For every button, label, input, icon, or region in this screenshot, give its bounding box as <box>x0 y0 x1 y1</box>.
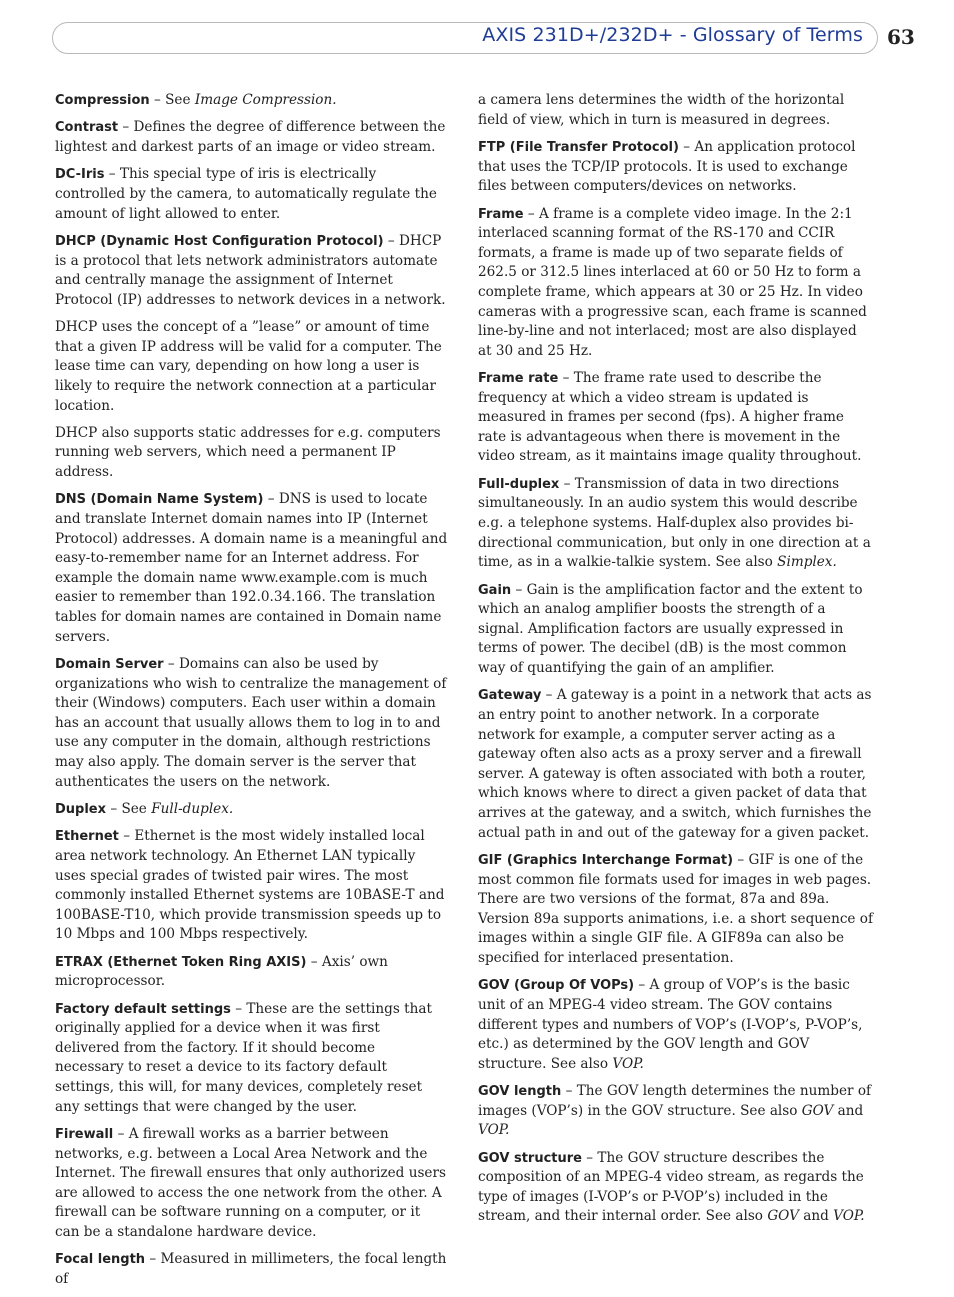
definition-text: – A firewall works as a barrier between networks, e.g. between a Local Area Network and the Internet. The firewall ensures that only authorized users are allowed to access the one network from the other. A firewall can be software running on a computer, or it can be a standalone hardware device. <box>55 1126 446 1241</box>
definition-text: – Axis’ own microprocessor. <box>55 953 388 990</box>
definition-text: DHCP uses the concept of a ”lease” or amount of time that a given IP address will be valid for a computer. The lease time can vary, depending on how long a user is likely to require the network connection at a particular location. <box>55 319 442 414</box>
definition-text: – Defines the degree of difference between the lightest and darkest parts of an image or video stream. <box>55 119 446 155</box>
glossary-entry <box>55 953 448 992</box>
glossary-entry <box>55 91 448 111</box>
glossary-term: DNS (Domain Name System) <box>55 492 264 508</box>
glossary-entry <box>55 165 448 224</box>
page-title: AXIS 231D+/232D+ - Glossary of Terms <box>482 24 863 46</box>
cross-reference: VOP. <box>612 1055 644 1072</box>
glossary-entry <box>478 1082 873 1141</box>
glossary-term: GOV structure <box>478 1150 582 1166</box>
definition-text: – DHCP is a protocol that lets network administrators automate and centrally manage the assignment of Internet Protocol (IP) addresses to network devices in a network. <box>55 232 446 308</box>
glossary-entry <box>478 686 873 843</box>
definition-text: – An application protocol that uses the TCP/IP protocols. It is used to exchange files between computers/devices on networks. <box>478 138 856 195</box>
glossary-term: DHCP (Dynamic Host Configuration Protocol) <box>55 233 384 249</box>
glossary-term: GOV (Group Of VOPs) <box>478 978 635 994</box>
glossary-term: GOV length <box>478 1084 562 1100</box>
definition-text: – A frame is a complete video image. In the 2:1 interlaced scanning format of the RS-170 and CCIR formats, a frame is made up of two separate fields of 262.5 or 312.5 lines interlaced at 60 or 50 Hz to form a complete frame, which appears at 30 or 25 Hz. In video cameras with a progressive scan, each frame is scanned line-by-line and not interlaced; most are also displayed at 30 and 25 Hz. <box>478 205 867 359</box>
glossary-term: Firewall <box>55 1127 114 1143</box>
glossary-term: Compression <box>55 93 150 108</box>
glossary-entry <box>478 369 873 467</box>
glossary-entry <box>478 91 873 130</box>
definition-text: – The GOV length determines the number of images (VOP’s) in the GOV structure. See also <box>478 1083 872 1119</box>
definition-text: – Ethernet is the most widely installed local area network technology. An Ethernet LAN typically uses special grades of twisted pair wires. The most commonly installed Ethernet systems are 10BASE-T and 100BASE-T10, which provide transmission speeds up to 10 Mbps and 100 Mbps respectively. <box>55 828 445 943</box>
glossary-right-column <box>478 91 873 1235</box>
glossary-term: Ethernet <box>55 829 119 845</box>
glossary-entry <box>55 1250 448 1289</box>
glossary-entry <box>478 138 873 197</box>
definition-text: – Transmission of data in two directions simultaneously. In an audio system this would describe e.g. a telephone systems. Half-duplex also provides bi-directional communication, but only in one direction at a time, as in a walkie-talkie system. See also <box>478 475 871 571</box>
glossary-term: Contrast <box>55 120 119 136</box>
definition-text: – GIF is one of the most common file formats used for images in web pages. There are two versions of the format, 87a and 89a. Version 89a supports animations, i.e. a short sequence of images within a single GIF file. A GIF89a can also be specified for interlaced presentation. <box>478 851 874 966</box>
cross-reference: Full-duplex. <box>151 800 234 817</box>
definition-text: – Gain is the amplification factor and the extent to which an analog amplifier boosts the strength of a signal. Amplification factors are usually expressed in terms of power. The decibel (dB) is the most common way of quantifying the gain of an amplifier. <box>478 581 863 677</box>
glossary-entry <box>478 475 873 573</box>
definition-text: DHCP also supports static addresses for e.g. computers running web servers, which need a permanent IP address. <box>55 424 441 481</box>
cross-reference: VOP. <box>478 1122 510 1139</box>
glossary-term: Factory default settings <box>55 1001 231 1017</box>
definition-text: a camera lens determines the width of the horizontal field of view, which in turn is measured in degrees. <box>478 92 845 128</box>
glossary-entry <box>55 800 448 820</box>
glossary-term: Full-duplex <box>478 476 560 492</box>
glossary-term: GIF (Graphics Interchange Format) <box>478 852 734 868</box>
cross-reference: Image Compression. <box>194 92 337 108</box>
glossary-term: Duplex <box>55 801 107 817</box>
definition-text: – Domains can also be used by organizations who wish to centralize the management of their (Windows) computers. Each user within a domain has an account that usually allows them to log in to and use any computer in the domain, although restrictions may also apply. The domain server is the server that authenticates the users on the network. <box>55 656 447 790</box>
definition-text: – The frame rate used to describe the frequency at which a video stream is updated is measured in frames per second (fps). A higher frame rate is advantageous when there is movement in the video stream, as it maintains image quality throughout. <box>478 370 862 465</box>
definition-text: – This special type of iris is electrically controlled by the camera, to automatically regulate the amount of light allowed to enter. <box>55 166 437 222</box>
glossary-entry <box>55 1125 448 1243</box>
definition-text: and <box>833 1102 864 1119</box>
glossary-entry <box>478 1149 873 1227</box>
cross-reference: VOP. <box>833 1208 865 1225</box>
glossary-term: FTP (File Transfer Protocol) <box>478 139 679 155</box>
definition-text: – A gateway is a point in a network that acts as an entry point to another network. In a corporate network for example, a computer server acting as a gateway often also acts as a proxy server and a firewall server. A gateway is often associated with both a router, which knows where to direct a given packet of data that arrives at the gateway, and a switch, which furnishes the actual path in and out of the gateway for a given packet. <box>478 687 872 841</box>
glossary-term: Frame <box>478 206 524 222</box>
glossary-entry <box>55 232 448 310</box>
glossary-entry <box>478 581 873 679</box>
glossary-entry <box>55 827 448 945</box>
definition-text: – These are the settings that originally applied for a device when it was first delivered from the factory. If it should become necessary to reset a device to its factory default settings, this will, for many devices, completely reset any settings that were changed by the user. <box>55 1000 432 1115</box>
definition-text: and <box>798 1208 834 1225</box>
definition-text: – See <box>149 92 195 108</box>
definition-text: – A group of VOP’s is the basic unit of an MPEG-4 video stream. The GOV contains different types and numbers of VOP’s (I-VOP’s, P-VOP’s, etc.) as determined by the GOV length and GOV structure. See also <box>478 977 863 1072</box>
definition-text: – DNS is used to locate and translate Internet domain names into IP (Internet Protocol) addresses. A domain name is a meaningful and easy-to-remember name for an Internet address. For example the domain name www.example.com is much easier to remember than 192.0.34.166. The translation tables for domain names are contained in Domain name servers. <box>55 491 448 645</box>
glossary-term: Gain <box>478 582 512 598</box>
cross-reference: Simplex. <box>777 554 837 571</box>
cross-reference: GOV <box>801 1102 834 1119</box>
glossary-term: DC-Iris <box>55 167 105 183</box>
definition-text: – See <box>106 800 152 817</box>
glossary-entry <box>478 976 873 1074</box>
page-number: 63 <box>887 25 915 49</box>
glossary-entry <box>55 318 448 416</box>
glossary-term: Frame rate <box>478 371 559 387</box>
glossary-entry <box>55 424 448 483</box>
definition-text: – The GOV structure describes the composition of an MPEG-4 video stream, as regards the type of images (I-VOP’s or P-VOP’s) included in the stream, and their internal order. See also <box>478 1149 864 1225</box>
glossary-entry <box>55 655 448 792</box>
glossary-left-column <box>55 91 448 1297</box>
glossary-term: ETRAX (Ethernet Token Ring AXIS) <box>55 954 307 970</box>
glossary-entry <box>55 118 448 157</box>
glossary-term: Focal length <box>55 1252 146 1268</box>
glossary-term: Gateway <box>478 688 542 704</box>
definition-text: – Measured in millimeters, the focal length of <box>55 1251 447 1288</box>
glossary-term: Domain Server <box>55 657 164 673</box>
glossary-entry <box>55 1000 448 1118</box>
glossary-entry <box>478 851 873 969</box>
cross-reference: GOV <box>767 1208 799 1225</box>
glossary-entry <box>55 490 448 647</box>
glossary-entry <box>478 205 873 362</box>
